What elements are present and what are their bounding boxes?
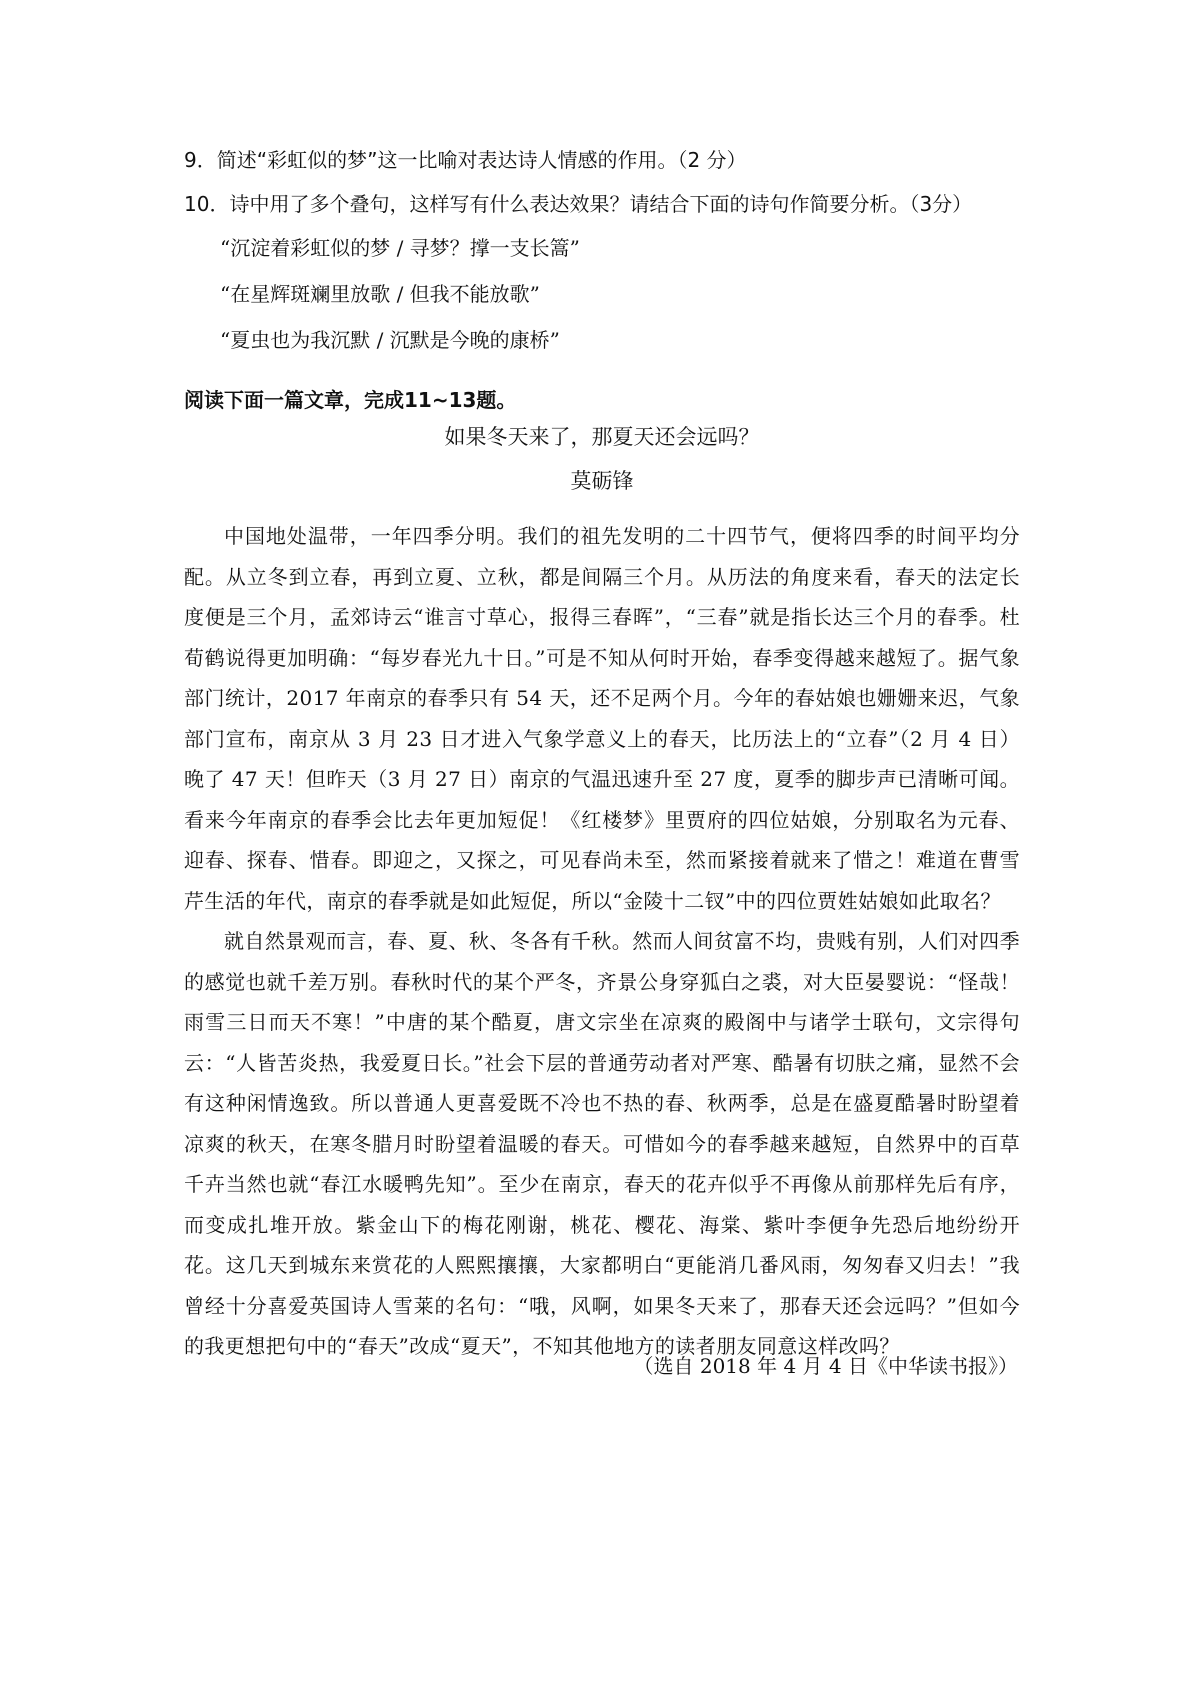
article-paragraph-1: 中国地处温带，一年四季分明。我们的祖先发明的二十四节气，便将四季的时间平均分配。从立冬到立春，再到立夏、立秋，都是间隔三个月。从历法的角度来看，春天的法定长度便是三个月，孟郊诗云“谁言寸草心，报得三春晖”，“三春”就是指长达三个月的春季。杜荀鹤说得更加明确：“每岁春光九十日。”可是不知从何时开始，春季变得越来越短了。据气象部门统计，2017 年南京的春季只有 54 天，还不足两个月。今年的春姑娘也姗姗来迟，气象部门宣布，南京从 3 月 23 日才进入气象学意义上的春天，比历法上的“立春”（2 月 4 日）晚了 47 天！但昨天（3 月 27 日）南京的气温迅速升至 27 度，夏季的脚步声已清晰可闻。看来今年南京的春季会比去年更加短促！《红楼梦》里贾府的四位姑娘，分别取名为元春、迎春、探春、惜春。即迎之，又探之，可见春尚未至，然而紧接着就来了惜之！难道在曹雪芹生活的年代，南京的春季就是如此短促，所以“金陵十二钗”中的四位贾姓姑娘如此取名？ — [184, 524, 1020, 913]
reading-instruction: 阅读下面一篇文章，完成11~13题。 — [184, 388, 517, 412]
article-body — [184, 516, 1020, 1367]
poem-quote-2: “在星辉斑斓里放歌 / 但我不能放歌” — [220, 282, 540, 306]
poem-quote-3: “夏虫也为我沉默 / 沉默是今晚的康桥” — [220, 328, 560, 352]
question-10: 10．诗中用了多个叠句，这样写有什么表达效果？请结合下面的诗句作简要分析。（3分） — [184, 192, 973, 216]
article-author: 莫砺锋 — [570, 469, 634, 493]
poem-quote-1: “沉淀着彩虹似的梦 / 寻梦？撑一支长篙” — [220, 236, 580, 260]
question-9: 9．简述“彩虹似的梦”这一比喻对表达诗人情感的作用。（2 分） — [184, 148, 747, 172]
article-source: （选自 2018 年 4 月 4 日《中华读书报》） — [633, 1354, 1018, 1378]
article-paragraph-2: 就自然景观而言，春、夏、秋、冬各有千秋。然而人间贫富不均，贵贱有别，人们对四季的感觉也就千差万别。春秋时代的某个严冬，齐景公身穿狐白之裘，对大臣晏婴说：“怪哉！雨雪三日而天不寒！”中唐的某个酷夏，唐文宗坐在凉爽的殿阁中与诸学士联句，文宗得句云：“人皆苦炎热，我爱夏日长。”社会下层的普通劳动者对严寒、酷暑有切肤之痛，显然不会有这种闲情逸致。所以普通人更喜爱既不冷也不热的春、秋两季，总是在盛夏酷暑时盼望着凉爽的秋天，在寒冬腊月时盼望着温暖的春天。可惜如今的春季越来越短，自然界中的百草千卉当然也就“春江水暖鸭先知”。至少在南京，春天的花卉似乎不再像从前那样先后有序，而变成扎堆开放。紫金山下的梅花刚谢，桃花、樱花、海棠、紫叶李便争先恐后地纷纷开花。这几天到城东来赏花的人熙熙攘攘，大家都明白“更能消几番风雨，匆匆春又归去！”我曾经十分喜爱英国诗人雪莱的名句：“哦，风啊，如果冬天来了，那春天还会远吗？”但如今的我更想把句中的“春天”改成“夏天”，不知其他地方的读者朋友同意这样改吗？ — [184, 929, 1020, 1358]
article-title: 如果冬天来了，那夏天还会远吗？ — [444, 425, 760, 449]
